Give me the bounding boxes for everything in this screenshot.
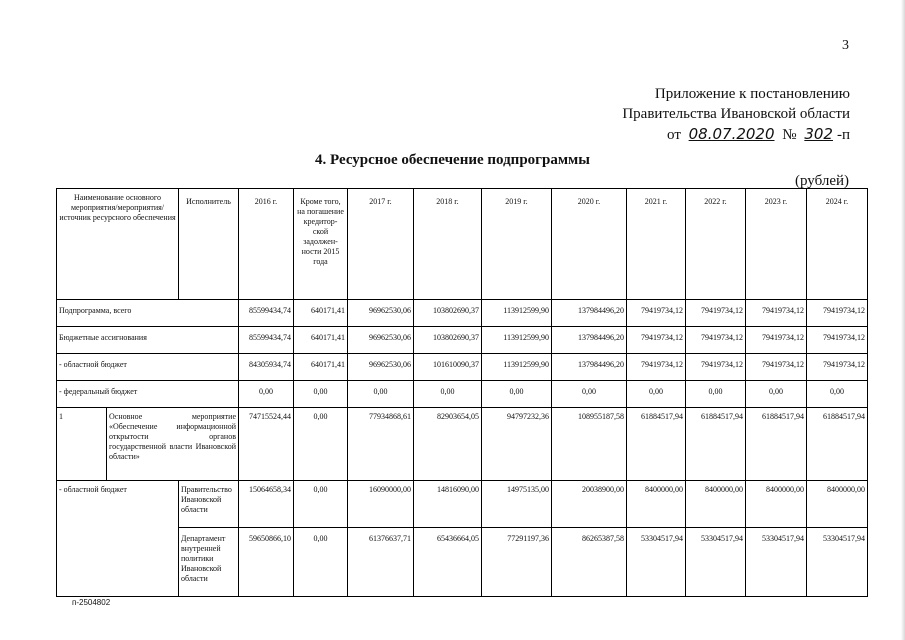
cell-value: 65436664,05: [414, 528, 482, 597]
cell-value: 85599434,74: [239, 327, 294, 354]
row-label: - областной бюджет: [57, 481, 179, 597]
table-header-row: [57, 189, 868, 300]
cell-value: 137984496,20: [552, 354, 627, 381]
appendix-block: [622, 84, 850, 145]
appendix-from: от: [667, 127, 681, 143]
cell-value: 77291197,36: [482, 528, 552, 597]
cell-value: 0,00: [239, 381, 294, 408]
cell-value: 61884517,94: [627, 408, 686, 481]
table-row: [57, 354, 868, 381]
table-row: [57, 408, 868, 481]
cell-value: 0,00: [348, 381, 414, 408]
cell-value: 137984496,20: [552, 300, 627, 327]
cell-value: 53304517,94: [686, 528, 746, 597]
cell-value: 103802690,37: [414, 300, 482, 327]
cell-value: 14816090,00: [414, 481, 482, 528]
appendix-line-2: Правительства Ивановской области: [622, 106, 850, 122]
cell-value: 0,00: [627, 381, 686, 408]
cell-value: 61884517,94: [746, 408, 807, 481]
cell-value: 8400000,00: [807, 481, 868, 528]
cell-value: 79419734,12: [686, 327, 746, 354]
cell-value: 82903654,05: [414, 408, 482, 481]
cell-value: 79419734,12: [686, 300, 746, 327]
cell-value: 0,00: [686, 381, 746, 408]
cell-value: 16090000,00: [348, 481, 414, 528]
table-row: [57, 528, 868, 597]
cell-value: 0,00: [414, 381, 482, 408]
cell-value: 85599434,74: [239, 300, 294, 327]
cell-value: 0,00: [746, 381, 807, 408]
cell-value: 61884517,94: [686, 408, 746, 481]
header-2021: 2021 г.: [627, 189, 686, 300]
cell-value: 8400000,00: [627, 481, 686, 528]
cell-value: 74715524,44: [239, 408, 294, 481]
cell-value: 79419734,12: [746, 327, 807, 354]
table-row: [57, 300, 868, 327]
page-title: 4. Ресурсное обеспечение подпрограммы: [315, 152, 590, 168]
header-executor: Исполнитель: [179, 189, 239, 300]
header-2024: 2024 г.: [807, 189, 868, 300]
units-label: (рублей): [795, 173, 850, 189]
cell-value: 640171,41: [294, 300, 348, 327]
cell-value: 640171,41: [294, 327, 348, 354]
table-row: [57, 327, 868, 354]
cell-value: 0,00: [294, 528, 348, 597]
scan-edge-shadow: [901, 0, 905, 640]
cell-value: 84305934,74: [239, 354, 294, 381]
cell-value: 79419734,12: [807, 300, 868, 327]
cell-value: 20038900,00: [552, 481, 627, 528]
cell-value: 96962530,06: [348, 354, 414, 381]
row-executor: Правительство Ивановской области: [179, 481, 239, 528]
header-name: Наименование основного мероприятия/мероприятия/ источник ресурсного обеспечения: [57, 189, 179, 300]
cell-value: 79419734,12: [746, 354, 807, 381]
row-label: Основное мероприятие «Обеспечение информационной открытости органов государственной власти Ивановской области»: [107, 408, 239, 481]
cell-value: 0,00: [294, 381, 348, 408]
cell-value: 79419734,12: [627, 354, 686, 381]
cell-value: 0,00: [807, 381, 868, 408]
header-2018: 2018 г.: [414, 189, 482, 300]
appendix-number: 302: [804, 125, 833, 143]
cell-value: 8400000,00: [746, 481, 807, 528]
header-2017: 2017 г.: [348, 189, 414, 300]
appendix-line-3: [622, 124, 850, 145]
header-2022: 2022 г.: [686, 189, 746, 300]
cell-value: 79419734,12: [627, 300, 686, 327]
cell-value: 79419734,12: [807, 327, 868, 354]
appendix-no-suffix: -п: [836, 127, 850, 143]
appendix-date: 08.07.2020: [688, 125, 775, 143]
cell-value: 79419734,12: [686, 354, 746, 381]
appendix-line-1: Приложение к постановлению: [654, 86, 850, 102]
cell-value: 0,00: [294, 481, 348, 528]
cell-value: 94797232,36: [482, 408, 552, 481]
cell-value: 96962530,06: [348, 327, 414, 354]
document-code: п-2504802: [72, 598, 111, 607]
cell-value: 79419734,12: [746, 300, 807, 327]
cell-value: 79419734,12: [807, 354, 868, 381]
table-row: [57, 481, 868, 528]
cell-value: 0,00: [552, 381, 627, 408]
header-2020: 2020 г.: [552, 189, 627, 300]
table-row: [57, 381, 868, 408]
cell-value: 53304517,94: [807, 528, 868, 597]
resource-table: [56, 188, 868, 597]
cell-value: 53304517,94: [627, 528, 686, 597]
header-2019: 2019 г.: [482, 189, 552, 300]
cell-value: 86265387,58: [552, 528, 627, 597]
header-debt: Кроме того, на погашение кредитор-ской задолжен-ности 2015 года: [294, 189, 348, 300]
cell-value: 0,00: [482, 381, 552, 408]
cell-value: 8400000,00: [686, 481, 746, 528]
row-label: - областной бюджет: [57, 354, 239, 381]
cell-value: 103802690,37: [414, 327, 482, 354]
row-executor: Департамент внутренней политики Ивановской области: [179, 528, 239, 597]
cell-value: 14975135,00: [482, 481, 552, 528]
cell-value: 101610090,37: [414, 354, 482, 381]
cell-value: 15064658,34: [239, 481, 294, 528]
cell-value: 61376637,71: [348, 528, 414, 597]
row-label: Подпрограмма, всего: [57, 300, 239, 327]
cell-value: 59650866,10: [239, 528, 294, 597]
cell-value: 113912599,90: [482, 354, 552, 381]
cell-value: 79419734,12: [627, 327, 686, 354]
cell-value: 640171,41: [294, 354, 348, 381]
page-number: 3: [842, 38, 849, 53]
cell-value: 53304517,94: [746, 528, 807, 597]
cell-value: 113912599,90: [482, 327, 552, 354]
cell-value: 77934868,61: [348, 408, 414, 481]
cell-value: 61884517,94: [807, 408, 868, 481]
header-2016: 2016 г.: [239, 189, 294, 300]
header-2023: 2023 г.: [746, 189, 807, 300]
row-label: Бюджетные ассигнования: [57, 327, 239, 354]
row-label: - федеральный бюджет: [57, 381, 239, 408]
cell-value: 0,00: [294, 408, 348, 481]
appendix-no-label: №: [782, 127, 797, 143]
cell-value: 96962530,06: [348, 300, 414, 327]
cell-value: 113912599,90: [482, 300, 552, 327]
row-index: 1: [57, 408, 107, 481]
cell-value: 137984496,20: [552, 327, 627, 354]
cell-value: 108955187,58: [552, 408, 627, 481]
